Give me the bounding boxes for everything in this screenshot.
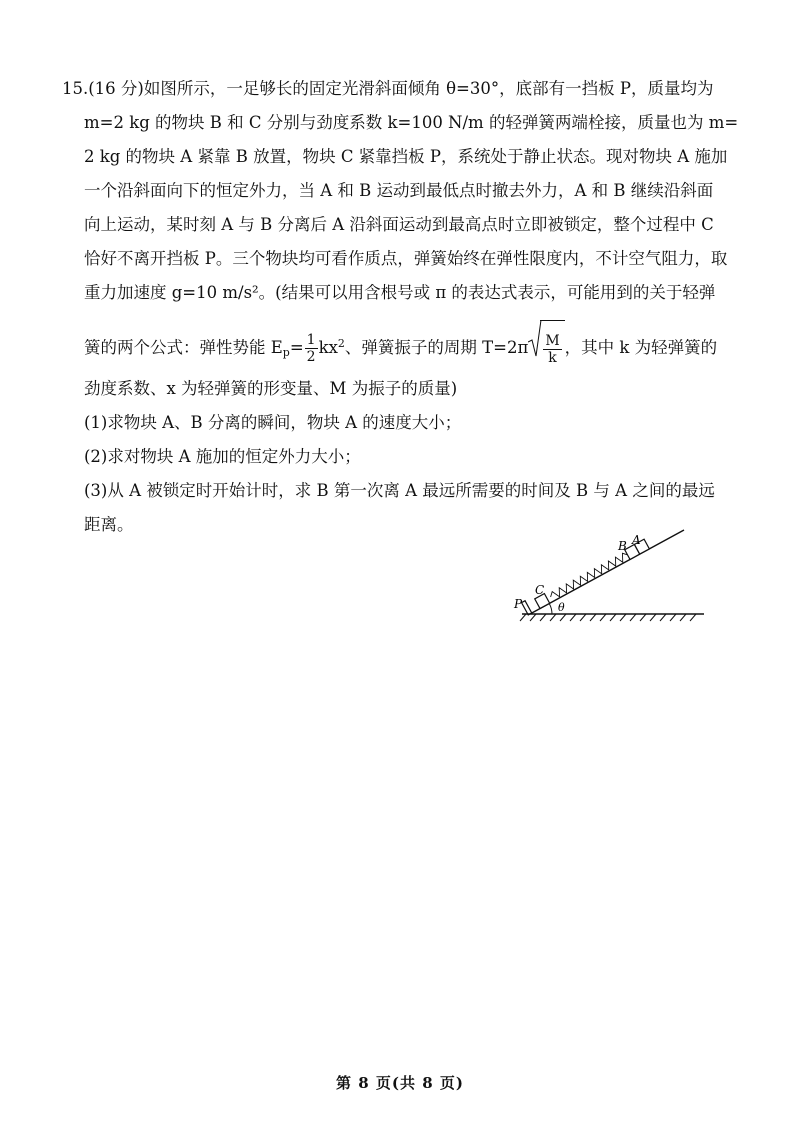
problem-line-9: 劲度系数、x 为轻弹簧的形变量、M 为振子的质量): [84, 379, 458, 398]
sqrt-fraction: [543, 333, 561, 366]
radical-sign-icon: [528, 320, 542, 358]
half-denominator: 2: [306, 349, 316, 365]
angle-theta-label: θ: [558, 601, 565, 614]
problem-line-7: 重力加速度 g=10 m/s²。(结果可以用含根号或 π 的表达式表示，可能用到的关于轻弹: [84, 283, 716, 302]
label-a: A: [632, 533, 641, 547]
question-2: (2)求对物块 A 施加的恒定外力大小；: [84, 447, 361, 466]
sqrt-expression: [528, 320, 564, 377]
spring: [549, 551, 630, 600]
half-numerator: 1: [306, 332, 316, 348]
ep-subscript: p: [282, 346, 290, 359]
incline-surface: [530, 530, 684, 614]
problem-line-2: m=2 kg 的物块 B 和 C 分别与劲度系数 k=100 N/m 的轻弹簧两端栓接，质量也为 m=: [84, 113, 739, 132]
sqrt-numerator: M: [545, 333, 560, 349]
problem-line-5: 向上运动，某时刻 A 与 B 分离后 A 沿斜面运动到最高点时立即被锁定，整个过程中 C: [84, 215, 714, 234]
sqrt-denominator: k: [548, 350, 557, 366]
problem-line-3: 2 kg 的物块 A 紧靠 B 放置，物块 C 紧靠挡板 P，系统处于静止状态。现对物块 A 施加: [84, 147, 728, 166]
formula-eq: =: [289, 338, 304, 357]
label-p: P: [514, 597, 523, 611]
formula-line: [62, 316, 722, 372]
formula-suffix: ，其中 k 为轻弹簧的: [564, 338, 718, 357]
formula-prefix: 簧的两个公式：弹性势能 E: [84, 338, 283, 357]
incline-diagram: [508, 524, 708, 624]
half-fraction: [305, 332, 318, 365]
label-b: B: [618, 539, 627, 553]
question-1: (1)求物块 A、B 分离的瞬间，物块 A 的速度大小；: [84, 413, 462, 432]
kx-term: kx: [318, 338, 338, 357]
problem-line-1: 15.(16 分)如图所示，一足够长的固定光滑斜面倾角 θ=30°，底部有一挡板 P，质量均为: [62, 79, 714, 98]
kx-superscript: 2: [337, 337, 345, 350]
label-c: C: [535, 583, 545, 597]
formula-mid: 、弹簧振子的周期 T=2π: [344, 338, 529, 357]
problem-line-4: 一个沿斜面向下的恒定外力，当 A 和 B 运动到最低点时撤去外力，A 和 B 继续沿斜面: [84, 181, 714, 200]
problem-15: [62, 72, 739, 542]
page-footer: 第 8 页(共 8 页): [336, 1074, 464, 1092]
question-3: (3)从 A 被锁定时开始计时，求 B 第一次离 A 最远所需要的时间及 B 与 A 之间的最远: [84, 481, 715, 500]
ground-hatching: [520, 614, 696, 621]
question-3-continued: 距离。: [84, 515, 134, 534]
problem-line-6: 恰好不离开挡板 P。三个物块均可看作质点，弹簧始终在弹性限度内，不计空气阻力，取: [84, 249, 728, 268]
angle-arc: [549, 604, 552, 614]
baffle-p: [522, 601, 532, 615]
